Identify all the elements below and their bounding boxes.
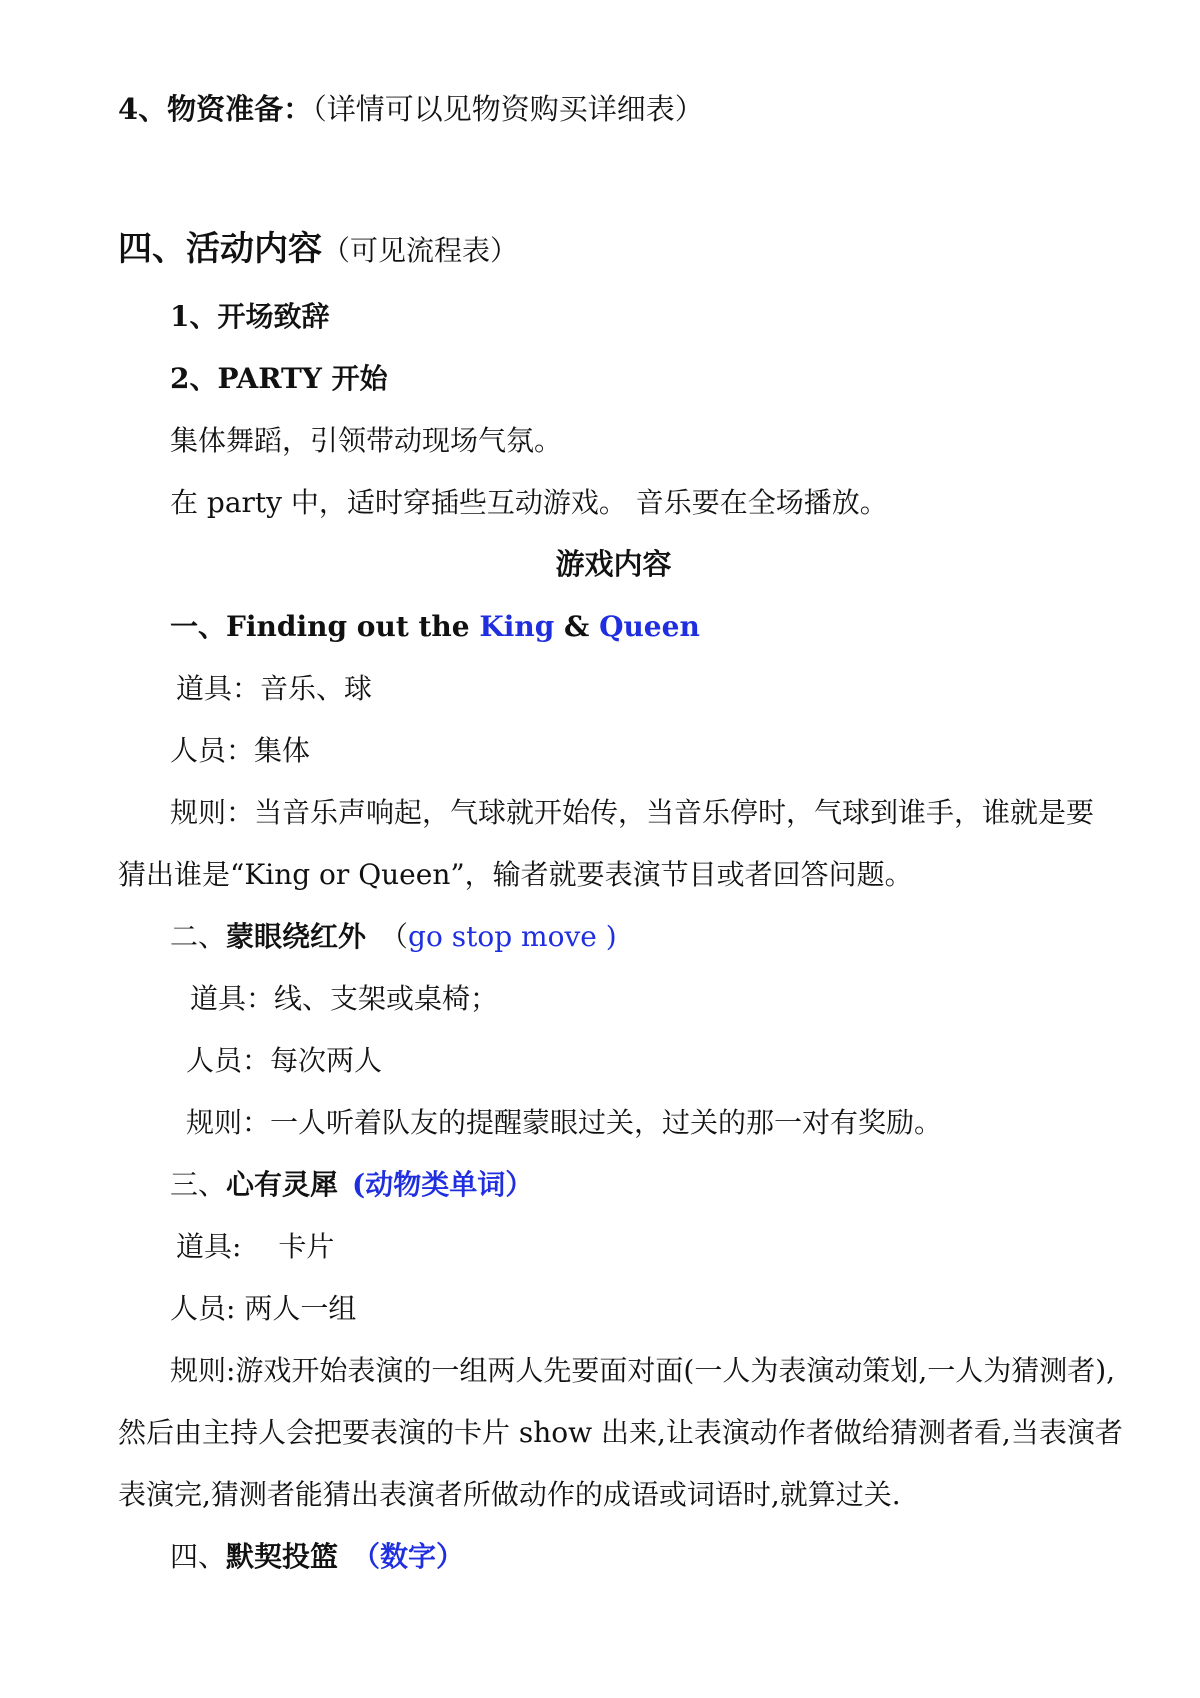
game3-people: 人员: 两人一组 [170, 1292, 357, 1325]
game3-rules-line-1: 规则:游戏开始表演的一组两人先要面对面(一人为表演动策划,一人为猜测者), [170, 1354, 1116, 1387]
games-heading: 游戏内容 [555, 547, 672, 581]
game1-king: King [479, 610, 555, 643]
game1-people: 人员：集体 [170, 734, 311, 767]
section-4-title: 4、物资准备： [118, 92, 313, 126]
game3-props: 道具: 卡片 [176, 1230, 335, 1263]
game2-prefix: 二、 [170, 920, 227, 953]
game2-people: 人员：每次两人 [186, 1044, 383, 1077]
game3-prefix: 三、 [170, 1168, 227, 1201]
section-four-note: （可见流程表） [322, 234, 519, 267]
game2-props: 道具：线、支架或桌椅； [190, 982, 499, 1015]
game3-rules-line-3: 表演完,猜测者能猜出表演者所做动作的成语或词语时,就算过关. [118, 1478, 901, 1511]
game2-rules: 规则：一人听着队友的提醒蒙眼过关，过关的那一对有奖励。 [186, 1106, 943, 1139]
game1-rules-line-1: 规则：当音乐声响起，气球就开始传，当音乐停时，气球到谁手，谁就是要 [170, 796, 1095, 829]
game3-title-text: 心有灵犀 [226, 1168, 339, 1201]
game1-rules-line-2: 猜出谁是“King or Queen”，输者就要表演节目或者回答问题。 [118, 858, 913, 891]
section-4-heading [118, 92, 704, 127]
game2-note: go stop move ) [408, 920, 617, 953]
game2-title-text: 蒙眼绕红外 [226, 920, 367, 953]
section-4-note: （详情可以见物资购买详细表） [312, 92, 704, 126]
section-four-title: 四、活动内容 [118, 229, 322, 269]
game3-note: (动物类单词） [352, 1168, 534, 1201]
game4-title-text: 默契投篮 [226, 1540, 339, 1573]
item-party-start: 2、PARTY 开始 [170, 362, 388, 395]
game1-amp: & [554, 610, 600, 643]
game4-title [170, 1540, 464, 1574]
game1-queen: Queen [599, 610, 700, 643]
game1-title-text: Finding out the [226, 610, 480, 643]
game1-title [170, 610, 700, 644]
game3-title [170, 1168, 533, 1202]
game3-rules-line-2: 然后由主持人会把要表演的卡片 show 出来,让表演动作者做给猜测者看,当表演者 [118, 1416, 1123, 1449]
game4-prefix: 四、 [170, 1540, 227, 1573]
party-description-games: 在 party 中，适时穿插些互动游戏。 音乐要在全场播放。 [170, 486, 888, 519]
game1-prefix: 一、 [170, 610, 227, 643]
game2-title [170, 920, 617, 954]
game4-note: （数字） [352, 1540, 465, 1573]
item-opening-speech: 1、开场致辞 [170, 300, 330, 333]
party-description-dance: 集体舞蹈，引领带动现场气氛。 [170, 424, 563, 457]
game2-paren: （ [380, 920, 409, 953]
game1-props: 道具：音乐、球 [176, 672, 373, 705]
section-four-heading [118, 229, 518, 270]
